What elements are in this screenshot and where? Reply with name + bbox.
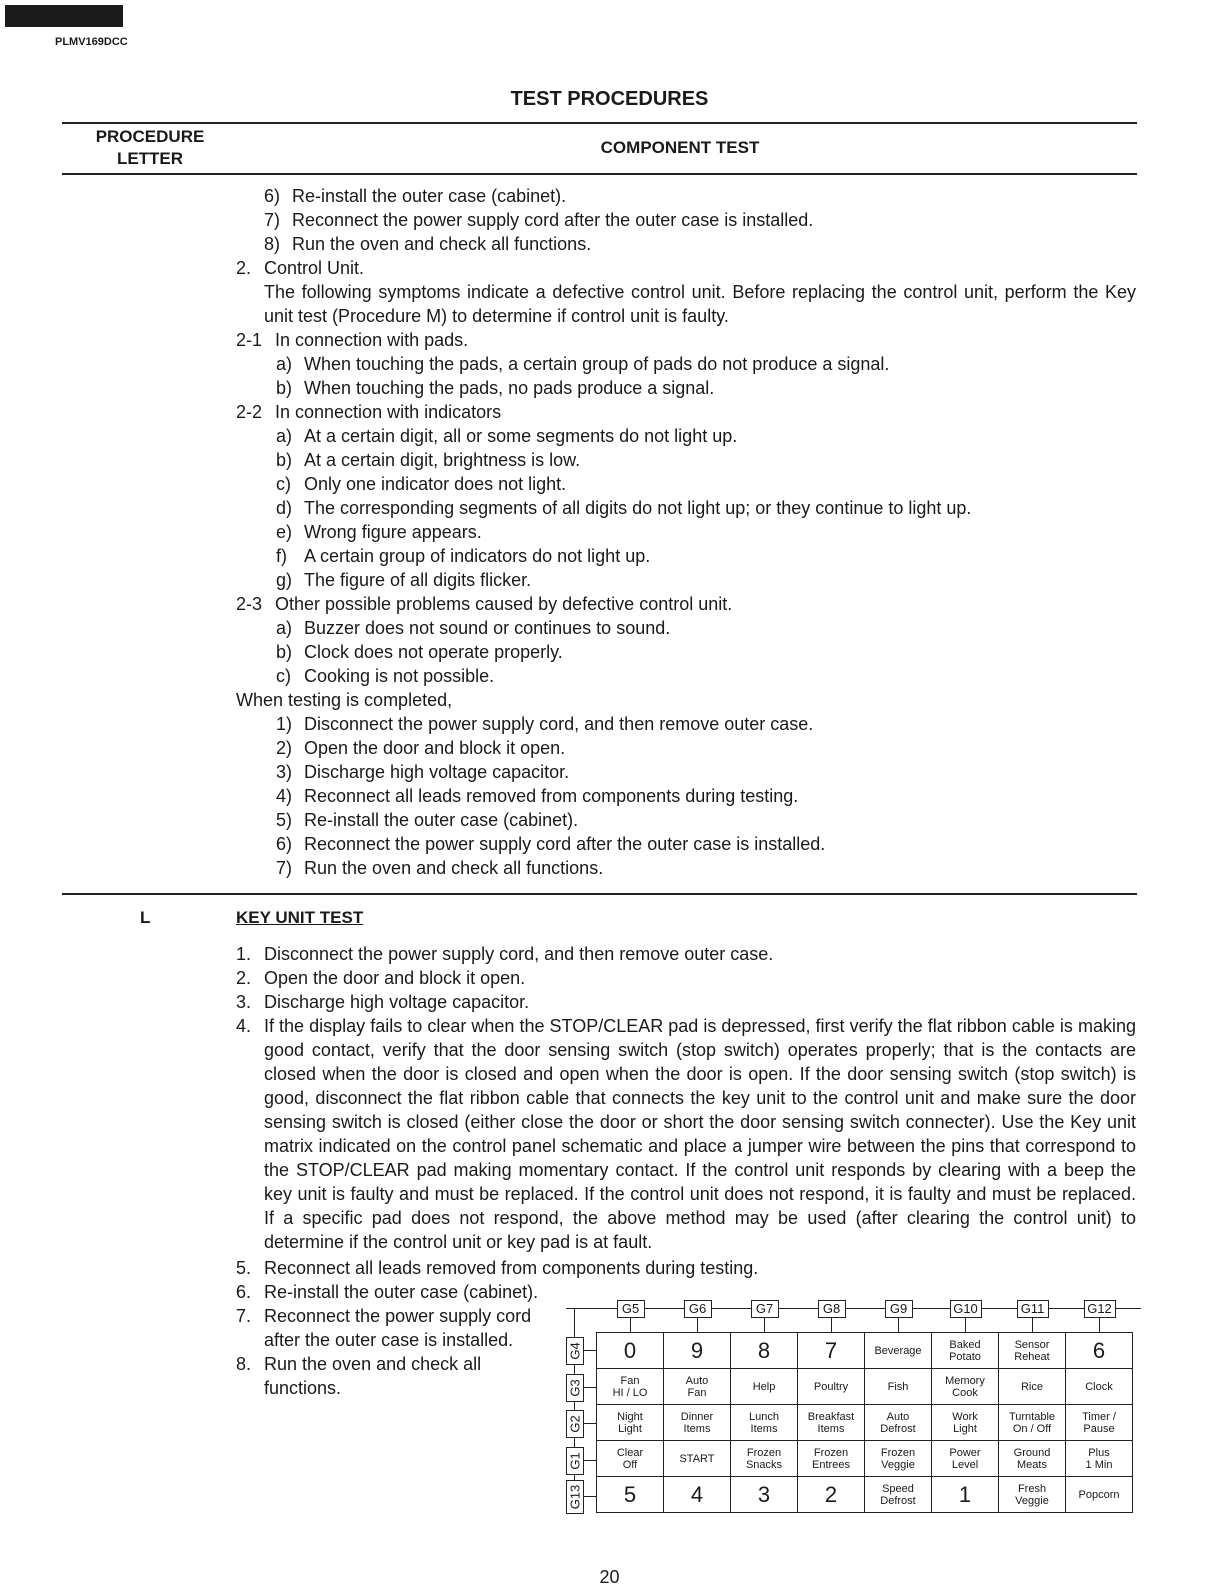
column-label-g6: G6 [684, 1300, 712, 1318]
row-label-text: G3 [567, 1379, 583, 1397]
key-step-1-number: 1. [236, 944, 252, 964]
key-pad-g3-g11: Rice [999, 1369, 1066, 1405]
completion-step-6-number: 7) [276, 858, 293, 878]
sub-2-2-item-0-text: At a certain digit, all or some segments do not light up. [304, 426, 738, 446]
row-label-g2 [566, 1410, 584, 1438]
row-label-text: G13 [567, 1484, 583, 1510]
key-step-2-text: Open the door and block it open. [264, 968, 526, 988]
key-pad-g3-g6: Auto Fan [664, 1369, 731, 1405]
row-label-g4 [566, 1337, 584, 1365]
completion-step-1-text: Open the door and block it open. [304, 738, 566, 758]
completion-step-0-text: Disconnect the power supply cord, and then remove outer case. [304, 714, 814, 734]
key-pad-g2-g5: Night Light [597, 1405, 664, 1441]
row-lead-g13 [583, 1496, 596, 1497]
key-pad-g1-g9: Frozen Veggie [865, 1441, 932, 1477]
key-pad-g3-g10: Memory Cook [932, 1369, 999, 1405]
column-label-g8: G8 [818, 1300, 846, 1318]
sub-2-3-item-2-number: c) [276, 666, 291, 686]
column-lead-g11 [1032, 1317, 1033, 1332]
sub-2-1-text: In connection with pads. [275, 330, 469, 350]
row-lead-g2 [583, 1423, 596, 1424]
matrix-row [597, 1333, 1133, 1369]
row-label-g13 [566, 1480, 584, 1514]
cont-step-2-text: Run the oven and check all functions. [292, 234, 592, 254]
key-pad-g3-g12: Clock [1066, 1369, 1133, 1405]
completion-step-1-number: 2) [276, 738, 293, 758]
key-pad-g13-g5: 5 [597, 1477, 664, 1513]
sub-2-2-item-6-number: g) [276, 570, 293, 590]
step-7-text: Reconnect the power supply cord after the outer case is installed. [264, 1306, 532, 1350]
matrix-row [597, 1369, 1133, 1405]
procedure-letter: L [140, 908, 151, 927]
row-lead-g3 [583, 1387, 596, 1388]
key-pad-g1-g5: Clear Off [597, 1441, 664, 1477]
key-pad-g1-g7: Frozen Snacks [731, 1441, 798, 1477]
sub-2-1-number: 2-1 [236, 330, 263, 350]
cont-step-0-number: 6) [264, 186, 281, 206]
column-lead-g12 [1099, 1317, 1100, 1332]
completion-step-0-number: 1) [276, 714, 293, 734]
column-label-g7: G7 [751, 1300, 779, 1318]
row-lead-g1 [583, 1460, 596, 1461]
cont-step-1-number: 7) [264, 210, 281, 230]
sub-2-2-item-2-text: Only one indicator does not light. [304, 474, 567, 494]
key-step-2-number: 2. [236, 968, 252, 988]
key-pad-g13-g12: Popcorn [1066, 1477, 1133, 1513]
key-pad-g4-g9: Beverage [865, 1333, 932, 1369]
step-4-text: If the display fails to clear when the STOP/CLEAR pad is depressed, first verify the flat ribbon cable is making good contact, verify that the door sensing switch (stop switch) operates properly; that is the contacts are closed when the door is closed and open when the door is open. If the door sensing switch (stop switch) is good, disconnect the flat ribbon cable that connects the key unit to the control unit and make sure the door sensing switch is closed (either close the door or short the door sensing switch connecter). Use the Key unit matrix indicated on the control panel schematic and place a jumper wire between the pins that correspond to the STOP/CLEAR pad making momentary contact. If the control unit responds by clearing with a beep the key unit is faulty and must be replaced. If the control unit does not respond, it is faulty and must be replaced. If a specific pad does not respond, the above method may be used (after clearing the control unit) to determine if the control unit or key pad is at fault. [264, 1016, 1136, 1252]
sub-2-2-item-3-text: The corresponding segments of all digits do not light up; or they continue to light up. [304, 498, 972, 518]
key-pad-g1-g6: START [664, 1441, 731, 1477]
when-testing-completed: When testing is completed, [236, 690, 453, 710]
model-number: PLMV169DCC [55, 36, 128, 48]
key-pad-g1-g11: Ground Meats [999, 1441, 1066, 1477]
key-pad-g13-g9: Speed Defrost [865, 1477, 932, 1513]
key-unit-test-title: KEY UNIT TEST [236, 908, 364, 927]
sub-2-2-item-5-number: f) [276, 546, 287, 566]
key-matrix-grid [596, 1332, 1133, 1513]
key-pad-g13-g6: 4 [664, 1477, 731, 1513]
key-pad-g2-g7: Lunch Items [731, 1405, 798, 1441]
key-pad-g3-g8: Poultry [798, 1369, 865, 1405]
column-label-g5: G5 [617, 1300, 645, 1318]
step-6-text: Re-install the outer case (cabinet). [264, 1282, 539, 1302]
header-black-bar [5, 5, 123, 27]
key-step-3-text: Discharge high voltage capacitor. [264, 992, 530, 1012]
completion-step-3-number: 4) [276, 786, 293, 806]
key-pad-g13-g7: 3 [731, 1477, 798, 1513]
sub-2-2-item-1-number: b) [276, 450, 293, 470]
step-5-number: 5. [236, 1258, 252, 1278]
completion-step-2-text: Discharge high voltage capacitor. [304, 762, 570, 782]
sub-2-2-item-0-number: a) [276, 426, 293, 446]
section-divider-rule [62, 893, 1137, 895]
key-pad-g4-g5: 0 [597, 1333, 664, 1369]
column-lead-g7 [764, 1317, 765, 1332]
completion-step-2-number: 3) [276, 762, 293, 782]
key-pad-g2-g8: Breakfast Items [798, 1405, 865, 1441]
key-step-3-number: 3. [236, 992, 252, 1012]
completion-step-3-text: Reconnect all leads removed from components during testing. [304, 786, 799, 806]
key-pad-g4-g6: 9 [664, 1333, 731, 1369]
key-pad-g3-g9: Fish [865, 1369, 932, 1405]
page-number: 20 [599, 1567, 620, 1587]
row-label-g3 [566, 1374, 584, 1402]
key-pad-g13-g10: 1 [932, 1477, 999, 1513]
column-label-g9: G9 [885, 1300, 913, 1318]
matrix-row [597, 1405, 1133, 1441]
matrix-top-bus-line [566, 1308, 1141, 1309]
step-7-number: 7. [236, 1306, 252, 1326]
page-title: TEST PROCEDURES [510, 88, 709, 110]
sub-2-1-item-0-text: When touching the pads, a certain group of pads do not produce a signal. [304, 354, 890, 374]
step-8-number: 8. [236, 1354, 252, 1374]
sub-2-1-item-1-number: b) [276, 378, 293, 398]
column-lead-g10 [965, 1317, 966, 1332]
sub-2-3-item-1-number: b) [276, 642, 293, 662]
sub-2-3-item-2-text: Cooking is not possible. [304, 666, 495, 686]
column-label-g11: G11 [1017, 1300, 1049, 1318]
row-lead-g4 [583, 1350, 596, 1351]
sub-2-2-item-2-number: c) [276, 474, 291, 494]
key-pad-g3-g5: Fan HI / LO [597, 1369, 664, 1405]
step-8-text: Run the oven and check all functions. [264, 1354, 482, 1398]
sub-2-3-number: 2-3 [236, 594, 263, 614]
matrix-row [597, 1477, 1133, 1513]
table-header-rule [62, 173, 1137, 175]
control-unit-description: The following symptoms indicate a defective control unit. Before replacing the control unit, perform the Key unit test (Procedure M) to determine if control unit is faulty. [264, 282, 1136, 326]
sub-2-1-item-1-text: When touching the pads, no pads produce a signal. [304, 378, 715, 398]
key-pad-g2-g12: Timer / Pause [1066, 1405, 1133, 1441]
completion-step-4-number: 5) [276, 810, 293, 830]
step-5-text: Reconnect all leads removed from components during testing. [264, 1258, 759, 1278]
sub-2-1-item-0-number: a) [276, 354, 293, 374]
column-label-g12: G12 [1084, 1300, 1116, 1318]
row-label-text: G4 [567, 1342, 583, 1360]
key-pad-g4-g7: 8 [731, 1333, 798, 1369]
key-pad-g1-g10: Power Level [932, 1441, 999, 1477]
sub-2-2-item-4-text: Wrong figure appears. [304, 522, 482, 542]
table-top-rule [62, 122, 1137, 124]
key-pad-g13-g11: Fresh Veggie [999, 1477, 1066, 1513]
row-label-text: G1 [567, 1452, 583, 1470]
column-lead-g6 [697, 1317, 698, 1332]
sub-2-3-item-0-text: Buzzer does not sound or continues to sound. [304, 618, 671, 638]
sub-2-2-item-3-number: d) [276, 498, 293, 518]
matrix-row [597, 1441, 1133, 1477]
column-label-g10: G10 [950, 1300, 982, 1318]
key-pad-g4-g8: 7 [798, 1333, 865, 1369]
key-pad-g1-g12: Plus 1 Min [1066, 1441, 1133, 1477]
key-pad-g2-g6: Dinner Items [664, 1405, 731, 1441]
column-lead-g8 [831, 1317, 832, 1332]
procedure-letter-header: PROCEDURE LETTER [95, 127, 205, 168]
key-pad-g4-g12: 6 [1066, 1333, 1133, 1369]
sub-2-3-text: Other possible problems caused by defective control unit. [275, 594, 733, 614]
step-4-number: 4. [236, 1016, 252, 1036]
sub-2-3-item-0-number: a) [276, 618, 293, 638]
cont-step-1-text: Reconnect the power supply cord after the outer case is installed. [292, 210, 814, 230]
sub-2-2-number: 2-2 [236, 402, 263, 422]
key-pad-g4-g11: Sensor Reheat [999, 1333, 1066, 1369]
step-6-number: 6. [236, 1282, 252, 1302]
sub-2-2-item-1-text: At a certain digit, brightness is low. [304, 450, 581, 470]
key-pad-g2-g9: Auto Defrost [865, 1405, 932, 1441]
sub-2-2-item-5-text: A certain group of indicators do not light up. [304, 546, 651, 566]
component-test-header: COMPONENT TEST [600, 138, 760, 157]
cont-step-2-number: 8) [264, 234, 281, 254]
completion-step-5-text: Reconnect the power supply cord after the outer case is installed. [304, 834, 826, 854]
sub-2-3-item-1-text: Clock does not operate properly. [304, 642, 563, 662]
key-pad-g2-g10: Work Light [932, 1405, 999, 1441]
column-lead-g9 [898, 1317, 899, 1332]
key-pad-g3-g7: Help [731, 1369, 798, 1405]
completion-step-5-number: 6) [276, 834, 293, 854]
column-lead-g5 [630, 1317, 631, 1332]
cont-step-0-text: Re-install the outer case (cabinet). [292, 186, 567, 206]
key-pad-g1-g8: Frozen Entrees [798, 1441, 865, 1477]
key-pad-g2-g11: Turntable On / Off [999, 1405, 1066, 1441]
key-pad-g4-g10: Baked Potato [932, 1333, 999, 1369]
completion-step-6-text: Run the oven and check all functions. [304, 858, 604, 878]
control-unit-heading-text: Control Unit. [264, 258, 365, 278]
sub-2-2-text: In connection with indicators [275, 402, 502, 422]
row-label-g1 [566, 1447, 584, 1475]
control-unit-heading-number: 2. [236, 258, 252, 278]
sub-2-2-item-6-text: The figure of all digits flicker. [304, 570, 532, 590]
completion-step-4-text: Re-install the outer case (cabinet). [304, 810, 579, 830]
key-matrix-diagram [566, 1300, 1141, 1522]
sub-2-2-item-4-number: e) [276, 522, 293, 542]
key-step-1-text: Disconnect the power supply cord, and then remove outer case. [264, 944, 774, 964]
row-label-text: G2 [567, 1415, 583, 1433]
key-pad-g13-g8: 2 [798, 1477, 865, 1513]
